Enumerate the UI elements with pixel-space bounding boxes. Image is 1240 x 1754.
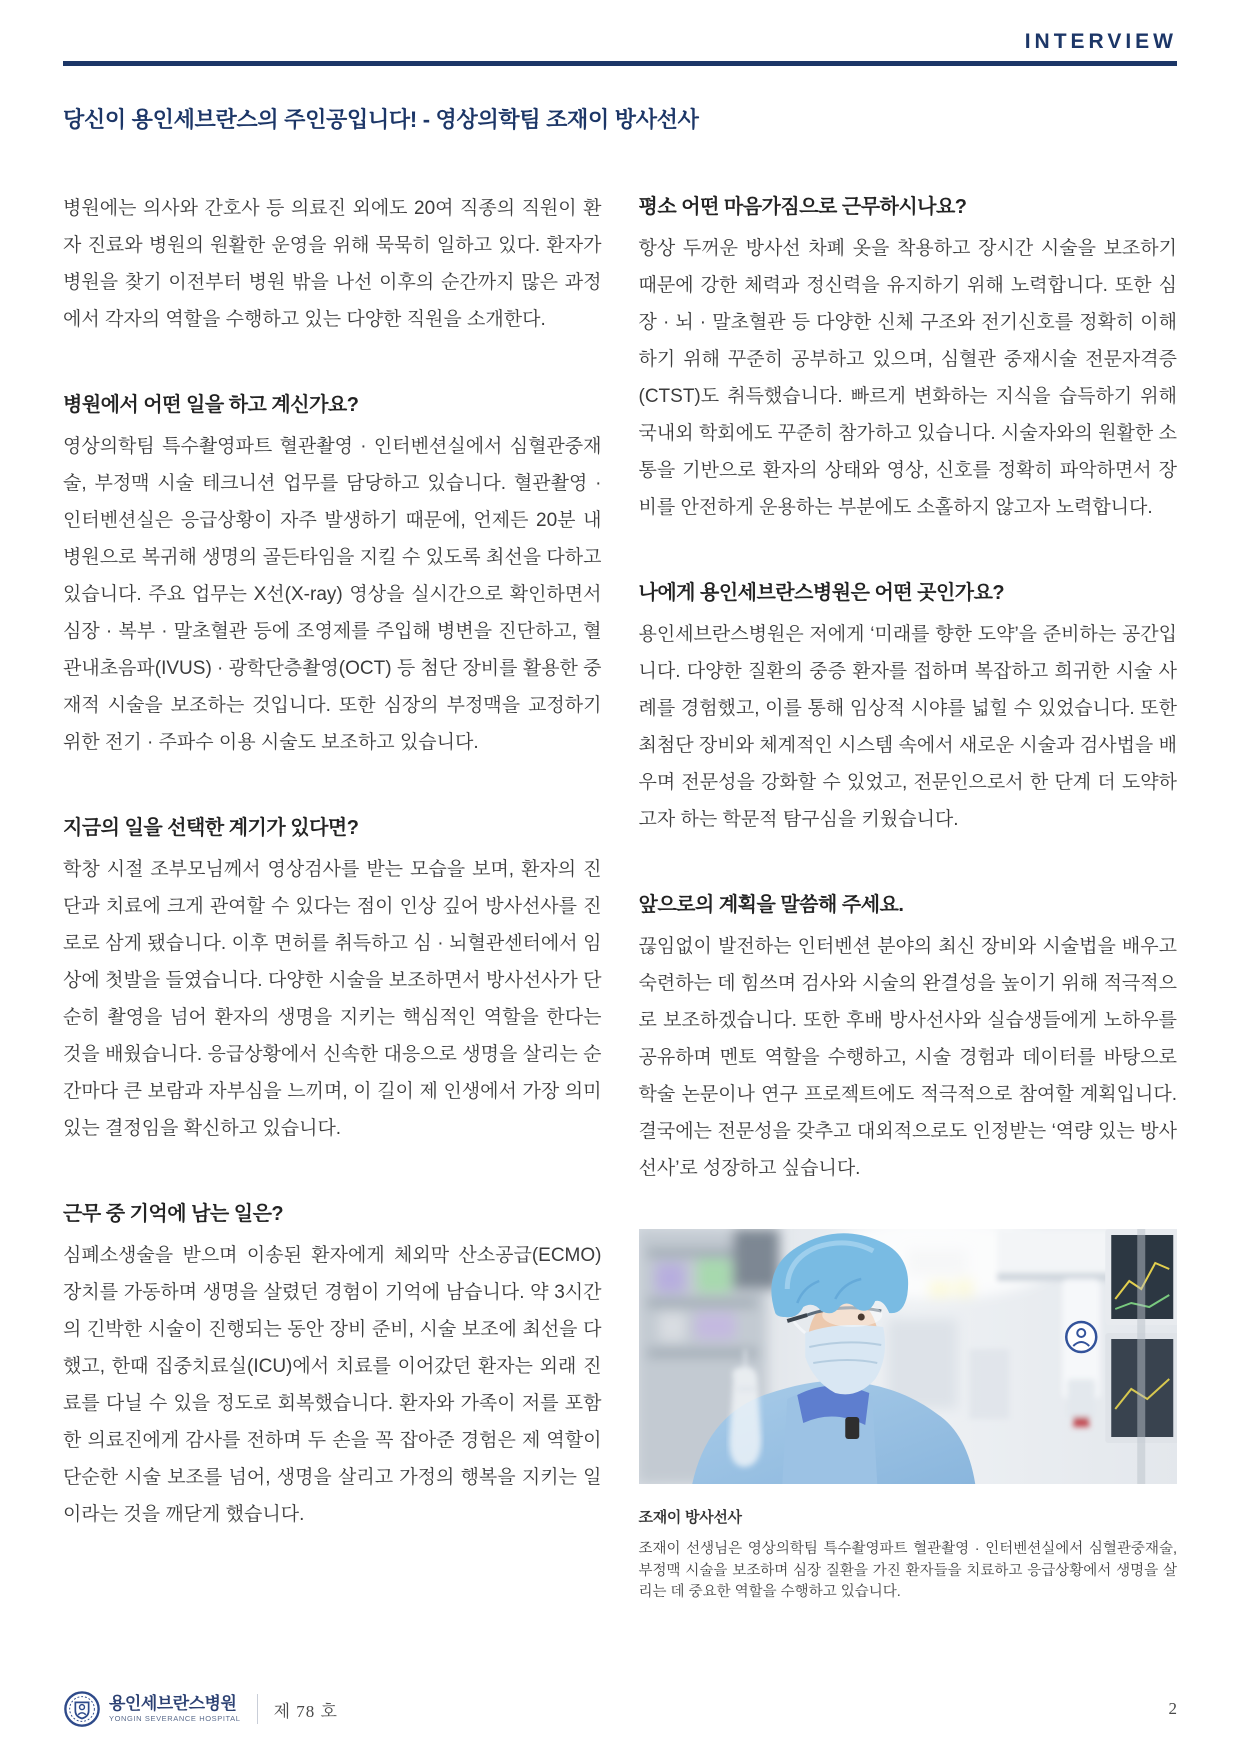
qa-heading: 앞으로의 계획을 말씀해 주세요. xyxy=(638,894,904,916)
qa-section-motivation xyxy=(63,811,602,1147)
qa-section-job xyxy=(63,388,602,761)
hospital-logo-icon xyxy=(63,1690,101,1728)
qa-section-plans xyxy=(639,888,1178,1187)
right-column xyxy=(639,190,1178,1604)
page-number: 2 xyxy=(1168,1699,1177,1718)
qa-section-mindset xyxy=(639,190,1178,526)
section-kicker: INTERVIEW xyxy=(1024,30,1177,53)
qa-heading: 병원에서 어떤 일을 하고 계신가요? xyxy=(63,394,359,416)
qa-section-hospital xyxy=(639,576,1178,838)
intro-paragraph: 병원에는 의사와 간호사 등 의료진 외에도 20여 직종의 직원이 환자 진료와 병원의 원활한 운영을 위해 묵묵히 일하고 있다. 환자가 병원을 찾기 이전부터 병원 밖을 나선 이후의 순간까지 많은 과정에서 각자의 역할을 수행하고 있는 다양한 직원을 소개한다. xyxy=(63,198,602,330)
hospital-names xyxy=(109,1695,241,1723)
interview-figure xyxy=(639,1229,1178,1604)
photo-caption-body: 조재이 선생님은 영상의학팀 특수촬영파트 혈관촬영 · 인터벤션실에서 심혈관중재술, 부정맥 시술을 보조하며 심장 질환을 가진 환자들을 치료하고 응급상황에서 생명을 살리는 데 중요한 역할을 수행하고 있습니다. xyxy=(638,1541,1177,1600)
qa-section-memory xyxy=(63,1197,602,1533)
qa-heading: 나에게 용인세브란스병원은 어떤 곳인가요? xyxy=(638,582,1005,604)
qa-answer: 항상 두꺼운 방사선 차폐 옷을 착용하고 장시간 시술을 보조하기 때문에 강한 체력과 정신력을 유지하기 위해 노력합니다. 또한 심장 · 뇌 · 말초혈관 등 다양한 신체 구조와 전기신호를 정확히 이해하기 위해 꾸준히 공부하고 있으며, 심혈관 중재시술 전문자격증(CTST)도 취득했습니다. 빠르게 변화하는 지식을 습득하기 위해 국내외 학회에도 꾸준히 참가하고 있습니다. 시술자와의 원활한 소통을 기반으로 환자의 상태와 영상, 신호를 정확히 파악하면서 장비를 안전하게 운용하는 부분에도 소홀하지 않고자 노력합니다. xyxy=(638,238,1177,518)
qa-heading: 근무 중 기억에 남는 일은? xyxy=(63,1203,284,1225)
hospital-brand xyxy=(63,1690,338,1728)
qa-answer: 영상의학팀 특수촬영파트 혈관촬영 · 인터벤션실에서 심혈관중재술, 부정맥 시술 테크니션 업무를 담당하고 있습니다. 혈관촬영 · 인터벤션실은 응급상황이 자주 발생하기 때문에, 언제든 20분 내 병원으로 복귀해 생명의 골든타임을 지킬 수 있도록 최선을 다하고 있습니다. 주요 업무는 X선(X-ray) 영상을 실시간으로 확인하면서 심장 · 복부 · 말초혈관 등에 조영제를 주입해 병변을 진단하고, 혈관내초음파(IVUS) · 광학단층촬영(OCT) 등 첨단 장비를 활용한 중재적 시술을 보조하는 것입니다. 또한 심장의 부정맥을 교정하기 위한 전기 · 주파수 이용 시술도 보조하고 있습니다. xyxy=(63,436,602,753)
page-footer xyxy=(63,1690,1177,1728)
qa-heading: 지금의 일을 선택한 계기가 있다면? xyxy=(63,817,359,839)
hospital-name-en: YONGIN SEVERANCE HOSPITAL xyxy=(109,1714,241,1724)
article-title: 당신이 용인세브란스의 주인공입니다! - 영상의학팀 조재이 방사선사 xyxy=(63,107,699,132)
qa-answer: 용인세브란스병원은 저에게 ‘미래를 향한 도약’을 준비하는 공간입니다. 다양한 질환의 중증 환자를 접하며 복잡하고 희귀한 시술 사례를 경험했고, 이를 통해 임상적 시야를 넓힐 수 있었습니다. 또한 최첨단 장비와 체계적인 시스템 속에서 새로운 시술과 검사법을 배우며 전문성을 강화할 수 있었고, 전문인으로서 한 단계 더 도약하고자 하는 학문적 탐구심을 키웠습니다. xyxy=(638,624,1177,830)
interview-photo xyxy=(639,1229,1178,1484)
photo-caption-title: 조재이 방사선사 xyxy=(638,1509,742,1526)
article-columns xyxy=(63,190,1177,1604)
header-rule xyxy=(63,61,1177,66)
qa-answer: 끊임없이 발전하는 인터벤션 분야의 최신 장비와 시술법을 배우고 숙련하는 데 힘쓰며 검사와 시술의 완결성을 높이기 위해 적극적으로 보조하겠습니다. 또한 후배 방사선사와 실습생들에게 노하우를 공유하며 멘토 역할을 수행하고, 시술 경험과 데이터를 바탕으로 학술 논문이나 연구 프로젝트에도 적극적으로 참여할 계획입니다. 결국에는 전문성을 갖추고 대외적으로도 인정받는 ‘역량 있는 방사선사’로 성장하고 싶습니다. xyxy=(638,936,1177,1179)
left-column xyxy=(63,190,602,1604)
qa-heading: 평소 어떤 마음가짐으로 근무하시나요? xyxy=(638,196,967,218)
issue-number: 제 78 호 xyxy=(273,1701,338,1721)
qa-answer: 학창 시절 조부모님께서 영상검사를 받는 모습을 보며, 환자의 진단과 치료에 크게 관여할 수 있다는 점이 인상 깊어 방사선사를 진로로 삼게 됐습니다. 이후 면허를 취득하고 심 · 뇌혈관센터에서 임상에 첫발을 들였습니다. 다양한 시술을 보조하면서 방사선사가 단순히 촬영을 넘어 환자의 생명을 지키는 핵심적인 역할을 한다는 것을 배웠습니다. 응급상황에서 신속한 대응으로 생명을 살리는 순간마다 큰 보람과 자부심을 느끼며, 이 길이 제 인생에서 가장 의미 있는 결정임을 확신하고 있습니다. xyxy=(63,859,602,1139)
footer-divider xyxy=(257,1694,258,1724)
photo-caption xyxy=(639,1506,1178,1604)
hospital-name-ko: 용인세브란스병원 xyxy=(109,1694,237,1714)
qa-answer: 심폐소생술을 받으며 이송된 환자에게 체외막 산소공급(ECMO) 장치를 가동하며 생명을 살렸던 경험이 기억에 남습니다. 약 3시간의 긴박한 시술이 진행되는 동안 장비 준비, 시술 보조에 최선을 다했고, 한때 집중치료실(ICU)에서 치료를 이어갔던 환자는 외래 진료를 다닐 수 있을 정도로 회복했습니다. 환자와 가족이 저를 포함한 의료진에게 감사를 전하며 두 손을 꼭 잡아준 경험은 제 역할이 단순한 시술 보조를 넘어, 생명을 살리고 가정의 행복을 지키는 일이라는 것을 깨닫게 했습니다. xyxy=(63,1245,602,1525)
